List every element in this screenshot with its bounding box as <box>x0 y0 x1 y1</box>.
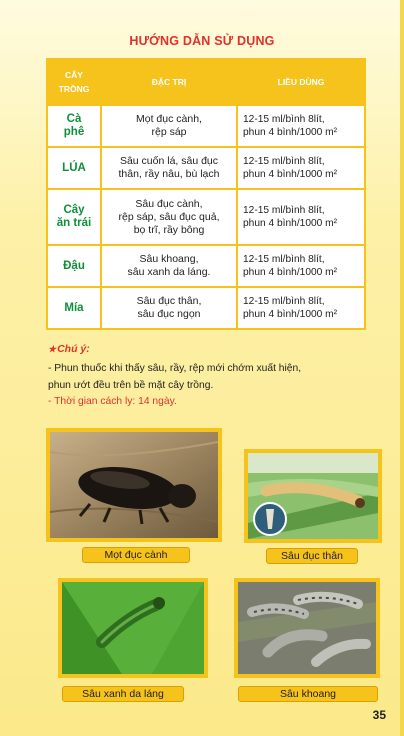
table-row <box>48 106 364 146</box>
dose-cell: 12-15 ml/bình 8lít, phun 4 bình/1000 m² <box>238 246 364 286</box>
caption-green-caterpillar: Sâu xanh da láng <box>62 686 184 702</box>
caption-armyworm: Sâu khoang <box>238 686 378 702</box>
note-line-3: - Thời gian cách ly: 14 ngày. <box>48 396 177 407</box>
stem-borer-image <box>248 453 378 539</box>
note-line-2: phun ướt đều trên bề mặt cây trồng. <box>48 380 214 391</box>
armyworm-photo <box>234 578 380 678</box>
header-crop: CÂY TRỒNG <box>48 60 100 104</box>
caption-beetle: Mọt đục cành <box>82 547 190 563</box>
target-cell: Sâu cuốn lá, sâu đục thân, rầy nâu, bù lạch <box>102 148 236 188</box>
star-icon: ★ <box>48 344 57 354</box>
table-row <box>48 288 364 328</box>
dose-cell: 12-15 ml/bình 8lít, phun 4 bình/1000 m² <box>238 190 364 244</box>
note-line-1: - Phun thuốc khi thấy sâu, rầy, rệp mới chớm xuất hiện, <box>48 363 302 374</box>
target-cell: Sâu đục thân, sâu đục ngọn <box>102 288 236 328</box>
header-dose: LIỀU DÙNG <box>238 60 364 104</box>
crop-cell: Mía <box>48 288 100 328</box>
crop-cell: Đậu <box>48 246 100 286</box>
green-caterpillar-image <box>62 582 204 674</box>
beetle-photo <box>46 428 222 542</box>
note-heading-label: Chú ý: <box>57 343 90 355</box>
armyworm-image <box>238 582 376 674</box>
table-row <box>48 190 364 244</box>
note-heading <box>48 343 90 355</box>
usage-table <box>46 58 366 330</box>
target-cell: Mọt đục cành, rệp sáp <box>102 106 236 146</box>
green-caterpillar-photo <box>58 578 208 678</box>
target-cell: Sâu khoang, sâu xanh da láng. <box>102 246 236 286</box>
crop-cell: Cây ăn trái <box>48 190 100 244</box>
stem-borer-photo <box>244 449 382 543</box>
beetle-image <box>50 432 218 538</box>
dose-cell: 12-15 ml/bình 8lít, phun 4 bình/1000 m² <box>238 106 364 146</box>
dose-cell: 12-15 ml/bình 8lít, phun 4 bình/1000 m² <box>238 148 364 188</box>
page-title: HƯỚNG DẪN SỬ DỤNG <box>129 34 275 48</box>
crop-cell: LÚA <box>48 148 100 188</box>
crop-cell: Cà phê <box>48 106 100 146</box>
target-cell: Sâu đục cành, rệp sáp, sâu đục quả, bọ trĩ, rầy bông <box>102 190 236 244</box>
header-target: ĐẶC TRỊ <box>102 60 236 104</box>
table-row <box>48 246 364 286</box>
caption-stem-borer: Sâu đục thân <box>266 548 358 564</box>
page-number: 35 <box>372 708 386 722</box>
table-row <box>48 148 364 188</box>
dose-cell: 12-15 ml/bình 8lít, phun 4 bình/1000 m² <box>238 288 364 328</box>
